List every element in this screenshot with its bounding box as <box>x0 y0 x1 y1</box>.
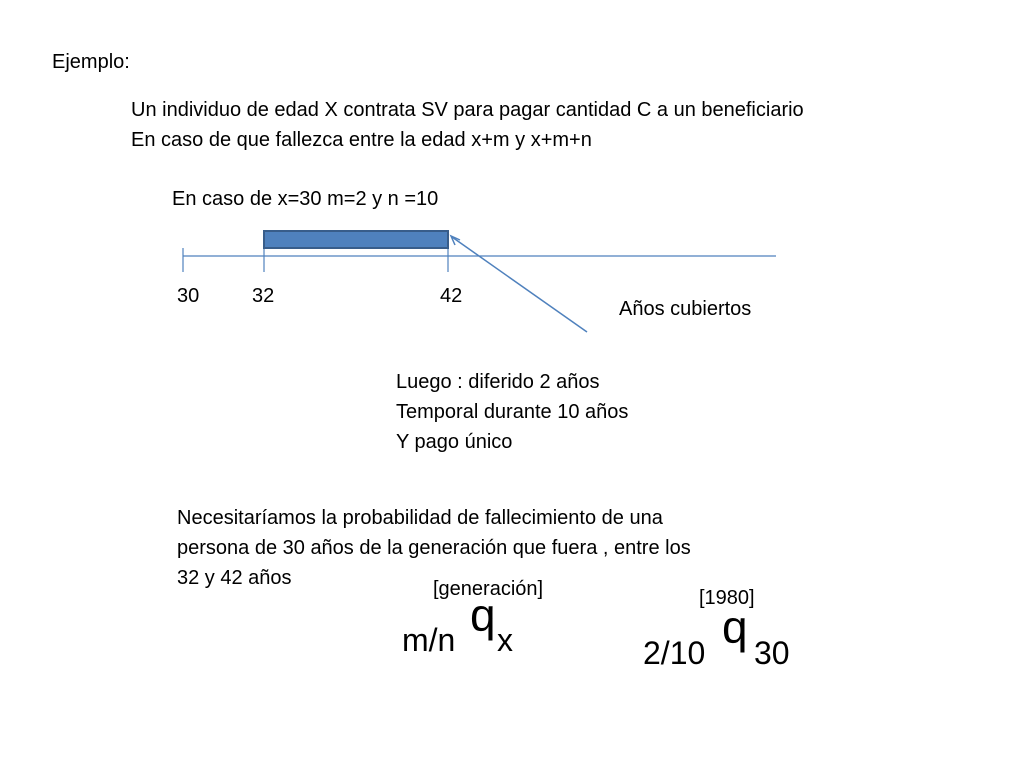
covered-years-bar <box>264 231 448 248</box>
formula-generic-prefix: m/n <box>402 622 456 658</box>
intro-line-2: En caso de que fallezca entre la edad x+m y x+m+n <box>131 129 592 151</box>
tick-label-42: 42 <box>440 285 463 307</box>
formula-specific-symbol: q <box>722 601 748 653</box>
pointer-arrow-head <box>451 236 460 245</box>
formula-specific-subscript: 30 <box>754 635 790 671</box>
conclusion-line-3: Y pago único <box>396 431 513 453</box>
conclusion-text <box>396 367 628 457</box>
formula-generic-superscript: [generación] <box>433 578 544 600</box>
formula-specific-superscript: [1980] <box>699 587 755 609</box>
case-values: En caso de x=30 m=2 y n =10 <box>172 188 439 210</box>
conclusion-line-1: Luego : diferido 2 años <box>396 371 600 393</box>
need-line-2: persona de 30 años de la generación que fuera , entre los <box>177 537 691 559</box>
need-line-1: Necesitaríamos la probabilidad de fallecimiento de una <box>177 507 663 529</box>
covered-years-label: Años cubiertos <box>619 298 752 320</box>
need-line-3: 32 y 42 años <box>177 567 292 589</box>
heading: Ejemplo: <box>52 51 130 73</box>
tick-label-30: 30 <box>177 285 200 307</box>
intro-line-1: Un individuo de edad X contrata SV para pagar cantidad C a un beneficiario <box>131 99 804 121</box>
formula-generic-symbol: q <box>470 589 496 641</box>
formula-specific-prefix: 2/10 <box>643 635 706 671</box>
conclusion-line-2: Temporal durante 10 años <box>396 401 629 423</box>
pointer-arrow-line <box>452 237 587 332</box>
formula-generic-subscript: x <box>497 622 513 658</box>
tick-label-32: 32 <box>252 285 275 307</box>
